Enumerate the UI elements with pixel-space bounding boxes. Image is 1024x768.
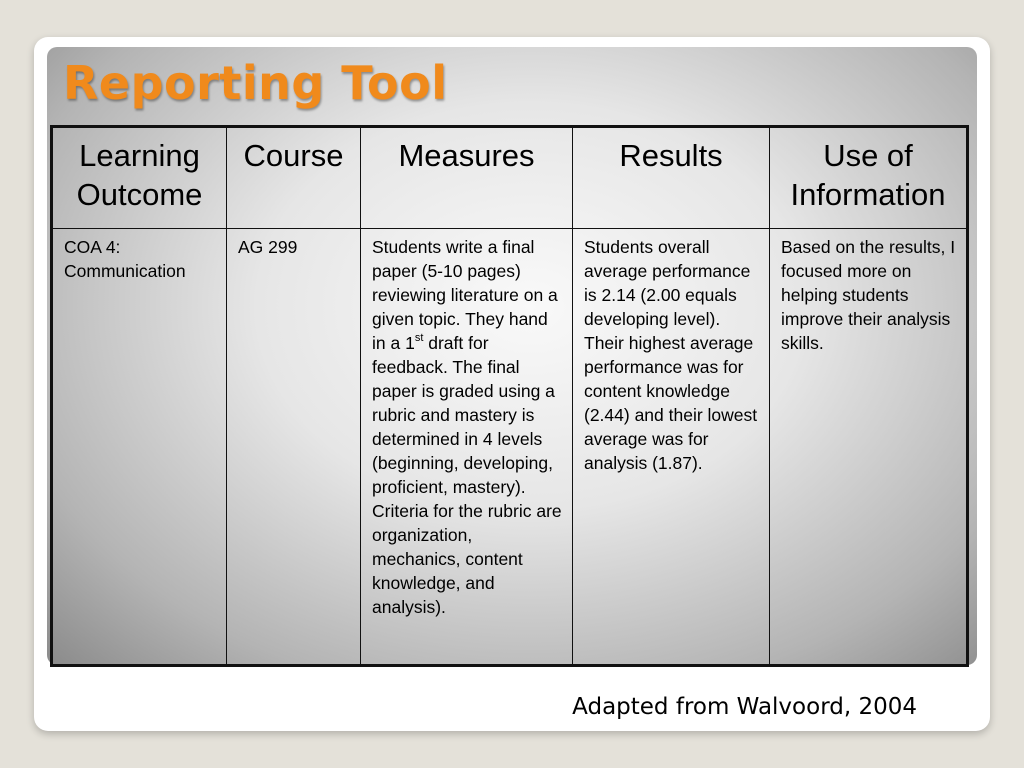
cell-measures (361, 229, 573, 666)
header-use-of-information: Use of Information (770, 127, 968, 229)
reporting-table (50, 125, 969, 667)
measures-text-part2: draft for feedback. The final paper is graded using a rubric and mastery is determined in 4 levels (beginning, developing, proficient, mastery). Criteria for the rubric are organization, mechanics, content knowledge, and analysis). (372, 333, 562, 617)
slide-title: Reporting Tool (63, 56, 448, 110)
header-measures: Measures (361, 127, 573, 229)
measures-text-part1: Students write a final paper (5-10 pages) reviewing literature on a given topic. They hand in a 1 (372, 237, 558, 353)
cell-learning-outcome: COA 4: Communication (52, 229, 227, 666)
table-row (52, 229, 968, 666)
table-header-row (52, 127, 968, 229)
header-learning-outcome: Learning Outcome (52, 127, 227, 229)
footer-credit: Adapted from Walvoord, 2004 (572, 694, 917, 720)
cell-use-of-information: Based on the results, I focused more on helping students improve their analysis skills. (770, 229, 968, 666)
header-course: Course (227, 127, 361, 229)
header-results: Results (573, 127, 770, 229)
measures-superscript: st (414, 332, 424, 344)
cell-results: Students overall average performance is 2.14 (2.00 equals developing level). Their highest average performance was for content knowledge (2.44) and their lowest average was for analysis (1.87). (573, 229, 770, 666)
cell-course: AG 299 (227, 229, 361, 666)
